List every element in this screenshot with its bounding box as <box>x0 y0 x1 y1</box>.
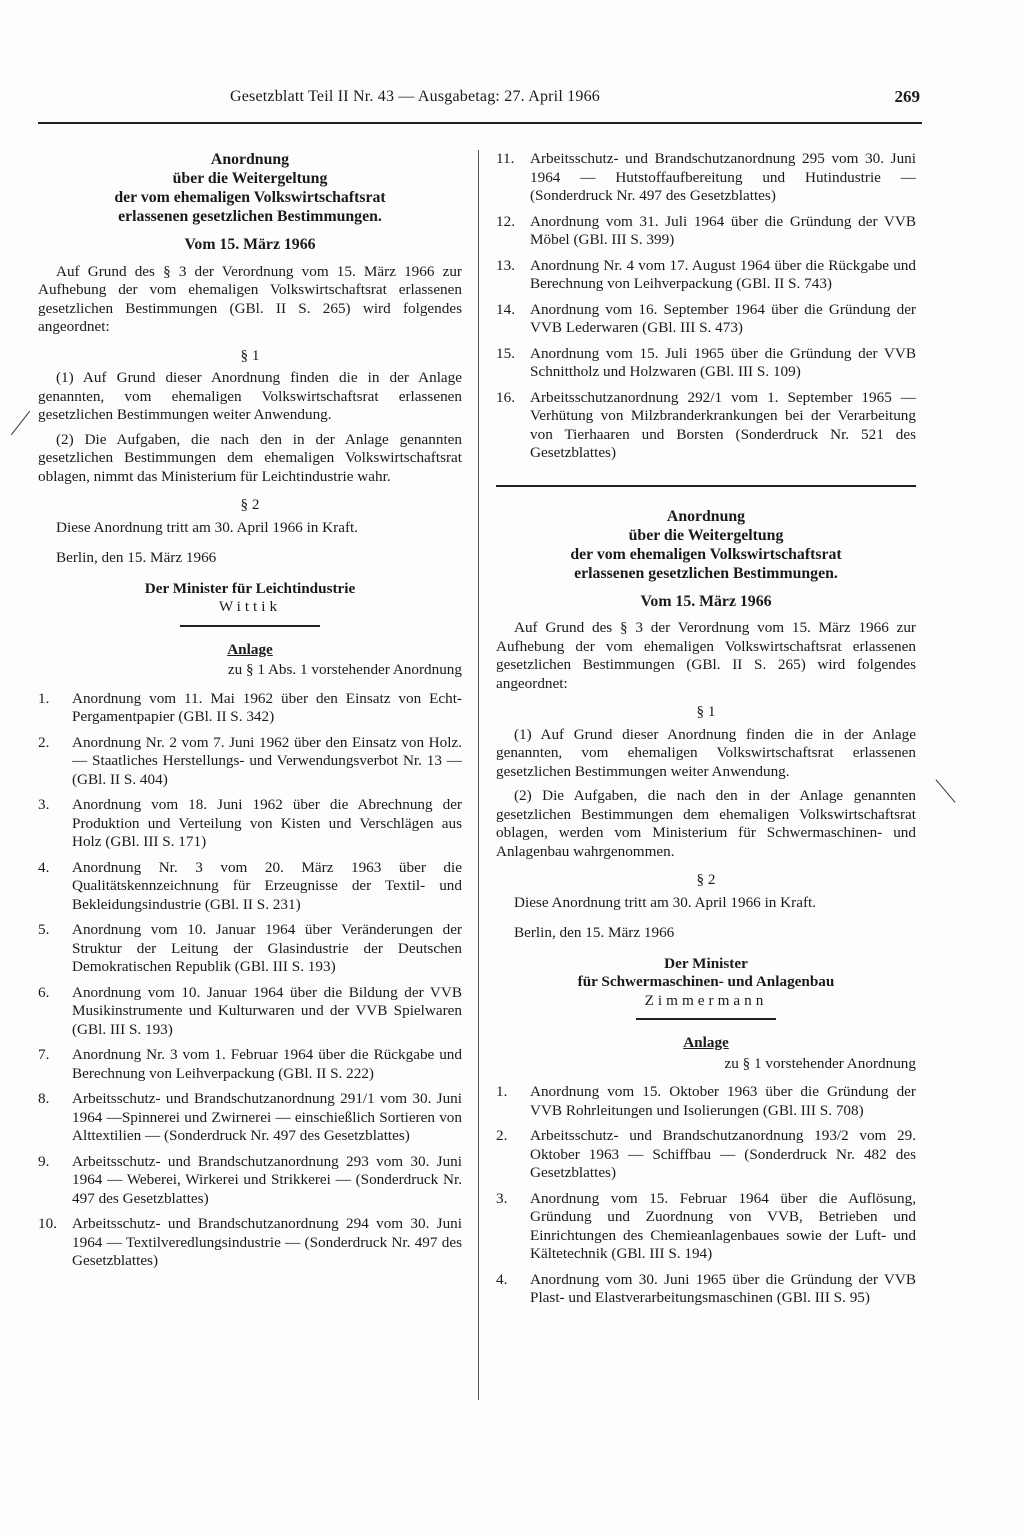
item-text: Anordnung vom 10. Januar 1964 über die Bildung der VVB Musikinstrumente und Kulturwaren und der VVB Spielwaren (GBl. III S. 193) <box>72 983 462 1038</box>
left-intro: Auf Grund des § 3 der Verordnung vom 15. März 1966 zur Aufhebung der vom ehemaligen Volkswirtschaftsrat erlassenen gesetzlichen Bestimmungen (GBl. II S. 265) wird folgendes angeordnet: <box>38 262 462 335</box>
item-text: Anordnung vom 18. Juni 1962 über die Abrechnung der Produktion und Verteilung von Kisten und Verschlägen aus Holz (GBl. III S. 171) <box>72 796 462 850</box>
right-intro: Auf Grund des § 3 der Verordnung vom 15. März 1966 zur Aufhebung der vom ehemaligen Volkswirtschaftsrat erlassenen gesetzlichen Bestimmungen (GBl. II S. 265) wird folgendes angeordnet: <box>496 619 916 692</box>
right-place-date: Berlin, den 15. März 1966 <box>514 924 675 941</box>
right-signature-rule <box>636 1018 776 1020</box>
list-item <box>496 389 916 463</box>
left-section-1-mark: § 1 <box>240 346 260 364</box>
right-section-1-para-2: (2) Die Aufgaben, die nach den in der Anlage genannten gesetzlichen Bestimmungen dem ehemaligen Volkswirtschaftsrat oblagen, werden vom Ministerium für Schwermaschinen- und Anlagenbau wahrgenommen. <box>496 787 916 860</box>
column-divider <box>478 150 479 1400</box>
item-text: Arbeitsschutz- und Brandschutzanordnung 294 vom 30. Juni 1964 — Textilveredlungsindustrie — (Sonderdruck Nr. 497 des Gesetzblattes) <box>72 1215 462 1269</box>
left-title-line: über die Weitergeltung <box>172 170 328 187</box>
item-number: 5. <box>38 921 50 938</box>
header-rule <box>38 122 922 124</box>
item-text: Arbeitsschutz- und Brandschutzanordnung 193/2 vom 29. Oktober 1963 — Schiffbau — (Sonderdruck Nr. 482 des Gesetzblattes) <box>530 1127 916 1181</box>
right-column <box>496 150 916 1315</box>
right-doc-title <box>496 507 916 583</box>
right-section-2-mark: § 2 <box>696 871 716 888</box>
item-text: Anordnung Nr. 3 vom 1. Februar 1964 über die Rückgabe und Berechnung von Leihverpackung (GBl. II S. 222) <box>72 1046 462 1082</box>
list-item <box>496 1127 916 1183</box>
item-number: 2. <box>496 1127 508 1144</box>
right-anlage-list <box>496 1083 916 1308</box>
list-item <box>38 984 462 1040</box>
right-section-rule <box>496 485 916 487</box>
list-item <box>496 345 916 382</box>
list-item <box>38 921 462 977</box>
list-item <box>38 859 462 915</box>
list-item <box>496 150 916 206</box>
item-text: Anordnung vom 16. September 1964 über die Gründung der VVB Lederwaren (GBl. III S. 473) <box>530 300 916 336</box>
item-number: 3. <box>496 1189 508 1207</box>
left-title-line: erlassenen gesetzlichen Bestimmungen. <box>118 208 382 225</box>
list-item <box>38 1046 462 1083</box>
item-text: Anordnung Nr. 2 vom 7. Juni 1962 über den Einsatz von Holz. — Staatliches Herstellungs- und Verwendungsverbot Nr. 13 — (GBl. II S. 404) <box>72 733 462 788</box>
item-text: Anordnung Nr. 4 vom 17. August 1964 über die Rückgabe und Berechnung von Leihverpackung (GBl. II S. 743) <box>530 256 916 292</box>
item-number: 8. <box>38 1090 50 1107</box>
left-section-1-para-1: (1) Auf Grund dieser Anordnung finden die in der Anlage genannten, vom ehemaligen Volkswirtschaftsrat erlassenen gesetzlichen Bestimmungen weiter Anwendung. <box>38 369 462 423</box>
left-anlage-list <box>38 690 462 1271</box>
left-title-line: Anordnung <box>210 151 290 168</box>
list-item <box>496 213 916 250</box>
right-anlage-subtitle: zu § 1 vorstehender Anordnung <box>724 1054 916 1072</box>
right-title-line: über die Weitergeltung <box>628 526 784 544</box>
margin-pencil-mark-right <box>935 779 955 803</box>
item-text: Anordnung vom 15. Juli 1965 über die Gründung der VVB Schnittholz und Holzwaren (GBl. III S. 109) <box>530 344 916 380</box>
list-item <box>496 257 916 294</box>
left-section-2-mark: § 2 <box>240 496 260 513</box>
left-signer-role: Der Minister für Leichtindustrie <box>144 579 356 597</box>
margin-pencil-mark-left <box>11 411 30 435</box>
left-anlage-subtitle: zu § 1 Abs. 1 vorstehender Anordnung <box>227 661 462 678</box>
list-item <box>38 1215 462 1271</box>
list-item <box>38 734 462 790</box>
left-anlage-title: Anlage <box>227 640 273 658</box>
item-number: 7. <box>38 1046 50 1063</box>
item-text: Anordnung vom 10. Januar 1964 über Veränderungen der Struktur der Leitung der Glasindustrie der Deutschen Demokratischen Republik (GBl. III S. 193) <box>72 921 462 975</box>
item-number: 11. <box>496 150 515 167</box>
right-title-line: der vom ehemaligen Volkswirtschaftsrat <box>570 545 842 563</box>
right-title-line: Anordnung <box>666 507 746 525</box>
left-title-line: der vom ehemaligen Volkswirtschaftsrat <box>114 189 386 206</box>
item-number: 13. <box>496 256 515 274</box>
left-date: Vom 15. März 1966 <box>184 236 316 253</box>
right-signer-role-line-1: Der Minister <box>664 954 748 972</box>
item-text: Anordnung vom 15. Oktober 1963 über die Gründung der VVB Rohrleitungen und Isolierungen (GBl. III S. 708) <box>530 1083 916 1119</box>
header-title: Gesetzblatt Teil II Nr. 43 — Ausgabetag: 27. April 1966 <box>230 88 600 105</box>
item-number: 16. <box>496 388 515 406</box>
item-text: Anordnung vom 31. Juli 1964 über die Gründung der VVB Möbel (GBl. III S. 399) <box>530 212 916 248</box>
list-item <box>496 301 916 338</box>
item-number: 15. <box>496 344 515 362</box>
item-number: 1. <box>38 689 50 707</box>
item-number: 3. <box>38 796 50 813</box>
list-item <box>496 1190 916 1264</box>
left-place-date: Berlin, den 15. März 1966 <box>56 549 217 566</box>
list-item <box>38 796 462 852</box>
item-number: 9. <box>38 1152 50 1170</box>
right-signer-name: Zimmermann <box>644 991 768 1009</box>
left-doc-title <box>38 150 462 226</box>
list-item <box>38 690 462 727</box>
right-date: Vom 15. März 1966 <box>640 592 772 610</box>
right-anlage-title: Anlage <box>683 1034 729 1051</box>
item-number: 6. <box>38 983 50 1001</box>
left-signer-name: Wittik <box>218 598 282 615</box>
item-text: Anordnung vom 15. Februar 1964 über die Auflösung, Gründung und Zuordnung von VVB, Betrieben und Einrichtungen des Chemieanlagenbaues sowie der Luft- und Kältetechnik (GBl. III S. 194) <box>530 1189 916 1262</box>
right-section-1-para-1: (1) Auf Grund dieser Anordnung finden die in der Anlage genannten, vom ehemaligen Volkswirtschaftsrat erlassenen gesetzlichen Bestimmungen weiter Anwendung. <box>496 725 916 780</box>
item-text: Arbeitsschutz- und Brandschutzanordnung 293 vom 30. Juni 1964 — Weberei, Wirkerei und Strikkerei — (Sonderdruck Nr. 497 des Gesetzblattes) <box>72 1152 462 1207</box>
page-header <box>40 88 920 114</box>
item-number: 1. <box>496 1083 508 1100</box>
item-number: 2. <box>38 733 50 751</box>
item-number: 4. <box>496 1270 508 1288</box>
list-item <box>496 1083 916 1120</box>
right-signer-role-line-2: für Schwermaschinen- und Anlagenbau <box>577 973 835 990</box>
list-item <box>38 1090 462 1146</box>
item-text: Anordnung Nr. 3 vom 20. März 1963 über die Qualitätskennzeichnung für Erzeugnisse der Textil- und Bekleidungsindustrie (GBl. II S. 231) <box>72 858 462 913</box>
right-title-line: erlassenen gesetzlichen Bestimmungen. <box>574 564 838 582</box>
item-text: Arbeitsschutz- und Brandschutzanordnung 291/1 vom 30. Juni 1964 —Spinnerei und Zwirnerei — einschießlich Sortieren von Alttextilien — (Sonderdruck Nr. 497 des Gesetzblattes) <box>72 1090 462 1144</box>
right-continued-list <box>496 150 916 463</box>
list-item <box>38 1153 462 1209</box>
item-text: Anordnung vom 11. Mai 1962 über den Einsatz von Echt-Pergamentpapier (GBl. II S. 342) <box>72 689 462 725</box>
item-number: 10. <box>38 1215 57 1232</box>
item-number: 14. <box>496 300 515 318</box>
item-text: Arbeitsschutzanordnung 292/1 vom 1. September 1965 — Verhütung von Milzbranderkrankungen bei der Verarbeitung von Tierhaaren und Borsten (Sonderdruck Nr. 521 des Gesetzblattes) <box>530 388 916 461</box>
left-section-1-para-2: (2) Die Aufgaben, die nach den in der Anlage genannten gesetzlichen Bestimmungen dem ehemaligen Volkswirtschaftsrat oblagen, nimmt das Ministerium für Leichtindustrie wahr. <box>38 430 462 485</box>
left-signature-rule <box>180 625 320 627</box>
item-text: Arbeitsschutz- und Brandschutzanordnung 295 vom 30. Juni 1964 — Hutstoffaufbereitung und Hutindustrie — (Sonderdruck Nr. 497 des Gesetzblattes) <box>530 150 916 204</box>
item-number: 12. <box>496 212 515 230</box>
list-item <box>496 1271 916 1308</box>
right-section-2-text: Diese Anordnung tritt am 30. April 1966 in Kraft. <box>514 893 817 911</box>
right-section-1-mark: § 1 <box>696 703 716 720</box>
item-text: Anordnung vom 30. Juni 1965 über die Gründung der VVB Plast- und Elastverarbeitungsmaschinen (GBl. III S. 95) <box>530 1270 916 1306</box>
item-number: 4. <box>38 858 50 876</box>
left-column <box>38 150 462 1278</box>
left-section-2-text: Diese Anordnung tritt am 30. April 1966 in Kraft. <box>56 518 359 536</box>
page-number: 269 <box>894 87 920 106</box>
